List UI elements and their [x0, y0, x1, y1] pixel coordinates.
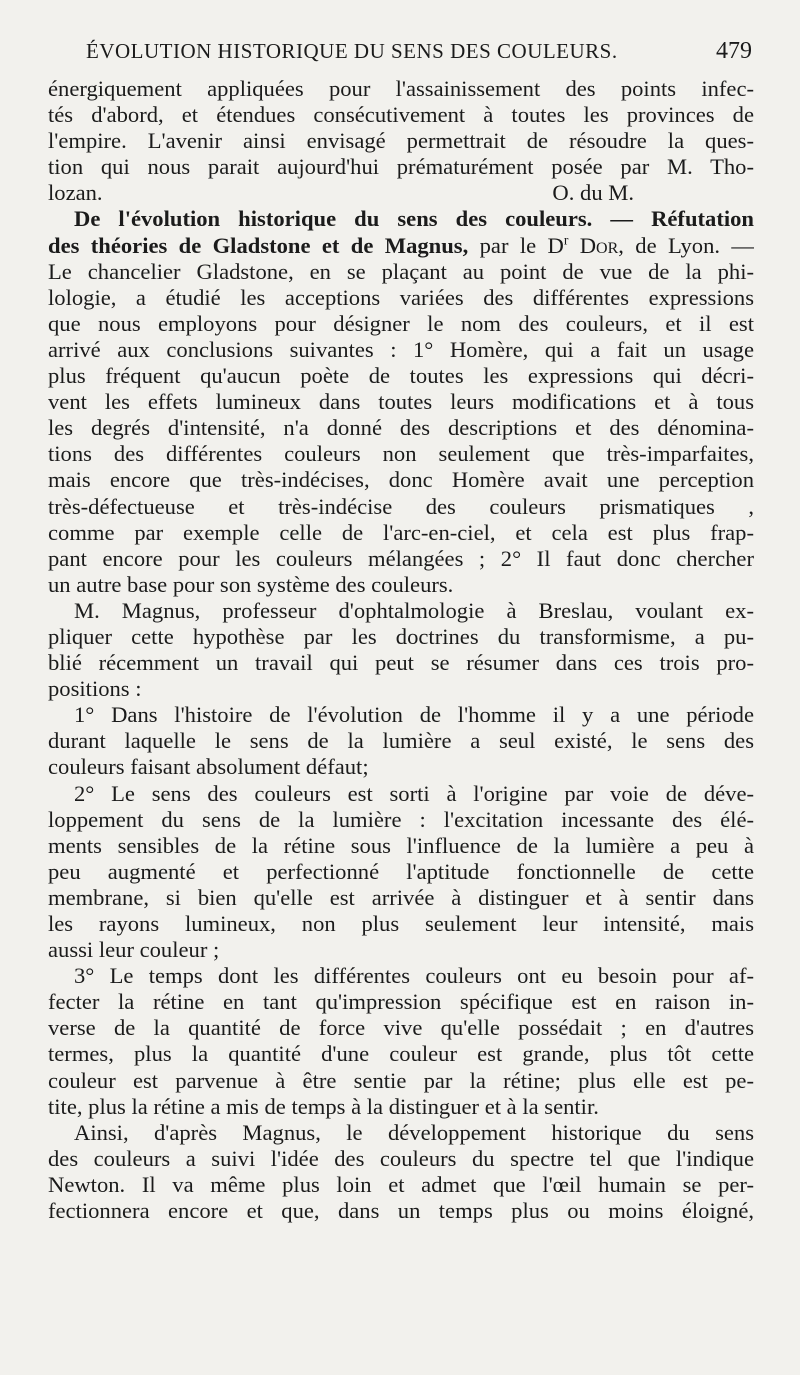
text-line: lologie, a étudié les acceptions variées des différentes expressions [48, 284, 754, 310]
page-number: 479 [716, 37, 752, 64]
text-line: couleur est parvenue à être sentie par la rétine; plus elle est pe- [48, 1067, 754, 1093]
text-line: couleurs faisant absolument défaut; [48, 754, 369, 780]
text-line: un autre base pour son système des couleurs. [48, 571, 454, 597]
text-line: aussi leur couleur ; [48, 937, 220, 963]
text-line: peu augmenté et perfectionné l'aptitude fonctionnelle de cette [48, 858, 754, 884]
text-line: l'empire. L'avenir ainsi envisagé permettrait de résoudre la ques- [48, 128, 754, 154]
author-prefix: par le D [479, 232, 564, 258]
text-line: comme par exemple celle de l'arc-en-ciel, et cela est plus frap- [48, 519, 754, 545]
text-line: Ainsi, d'après Magnus, le développement historique du sens [74, 1119, 754, 1145]
text-line: M. Magnus, professeur d'ophtalmologie à Breslau, voulant ex- [74, 597, 754, 623]
text-line: des couleurs a suivi l'idée des couleurs du spectre tel que l'indique [48, 1145, 754, 1171]
text-line: tés d'abord, et étendues consécutivement à toutes les provinces de [48, 102, 754, 128]
text-line: tion qui nous parait aujourd'hui prématurément posée par M. Tho- [48, 154, 754, 180]
text-line: positions : [48, 676, 142, 702]
running-title: ÉVOLUTION HISTORIQUE DU SENS DES COULEURS. [86, 38, 618, 63]
text-line: plus fréquent qu'aucun poète de toutes les expressions qui décri- [48, 363, 754, 389]
heading-title-cont: des théories de Gladstone et de Magnus, [48, 232, 469, 258]
text-line: blié récemment un travail qui peut se résumer dans ces trois pro- [48, 650, 754, 676]
text-line: 2° Le sens des couleurs est sorti à l'origine par voie de déve- [74, 780, 754, 806]
text-line: durant laquelle le sens de la lumière a seul existé, le sens des [48, 728, 754, 754]
text-line: très-défectueuse et très-indécise des couleurs prismatiques , [48, 493, 754, 519]
author-name: Dor [579, 232, 619, 258]
signature-line [48, 180, 754, 206]
text-line: que nous employons pour désigner le nom des couleurs, et il est [48, 310, 754, 336]
signature: O. du M. [552, 180, 634, 206]
text-line: pant encore pour les couleurs mélangées ; 2° Il faut donc chercher [48, 545, 754, 571]
text-line: membrane, si bien qu'elle est arrivée à distinguer et à sentir dans [48, 884, 754, 910]
text-line: loppement du sens de la lumière : l'excitation incessante des élé- [48, 806, 754, 832]
text-line: pliquer cette hypothèse par les doctrines du transformisme, a pu- [48, 623, 754, 649]
text-line: mais encore que très-indécises, donc Homère avait une perception [48, 467, 754, 493]
text-line: verse de la quantité de force vive qu'elle possédait ; en d'autres [48, 1015, 754, 1041]
text-line: termes, plus la quantité d'une couleur est grande, plus tôt cette [48, 1041, 754, 1067]
section-heading: De l'évolution historique du sens des couleurs. — Réfutation [74, 206, 754, 232]
text-line: 3° Le temps dont les différentes couleurs ont eu besoin pour af- [74, 963, 754, 989]
text-line: les degrés d'intensité, n'a donné des descriptions et des dénomina- [48, 415, 754, 441]
author-suffix: , de Lyon. — [618, 232, 754, 258]
text-line: ments sensibles de la rétine sous l'influence de la lumière a peu à [48, 832, 754, 858]
text-line: Le chancelier Gladstone, en se plaçant au point de vue de la phi- [48, 258, 754, 284]
text-line: vent les effets lumineux dans toutes leurs modifications et à tous [48, 389, 754, 415]
text-line: tite, plus la rétine a mis de temps à la distinguer et à la sentir. [48, 1093, 599, 1119]
text-line: fecter la rétine en tant qu'impression spécifique est en raison in- [48, 989, 754, 1015]
author-sup: r [563, 232, 569, 248]
body-text [48, 76, 754, 1224]
text-line: fectionnera encore et que, dans un temps plus ou moins éloigné, [48, 1198, 754, 1224]
text-line: énergiquement appliquées pour l'assainissement des points infec- [48, 76, 754, 101]
section-heading-cont [48, 233, 754, 259]
running-head [86, 34, 752, 68]
text-line: tions des différentes couleurs non seulement que très-imparfaites, [48, 441, 754, 467]
text-line: 1° Dans l'histoire de l'évolution de l'homme il y a une période [74, 702, 754, 728]
text-line: les rayons lumineux, non plus seulement leur intensité, mais [48, 911, 754, 936]
text-line-end: lozan. [48, 180, 103, 206]
text-line: arrivé aux conclusions suivantes : 1° Homère, qui a fait un usage [48, 336, 754, 362]
text-line: Newton. Il va même plus loin et admet que l'œil humain se per- [48, 1171, 754, 1197]
